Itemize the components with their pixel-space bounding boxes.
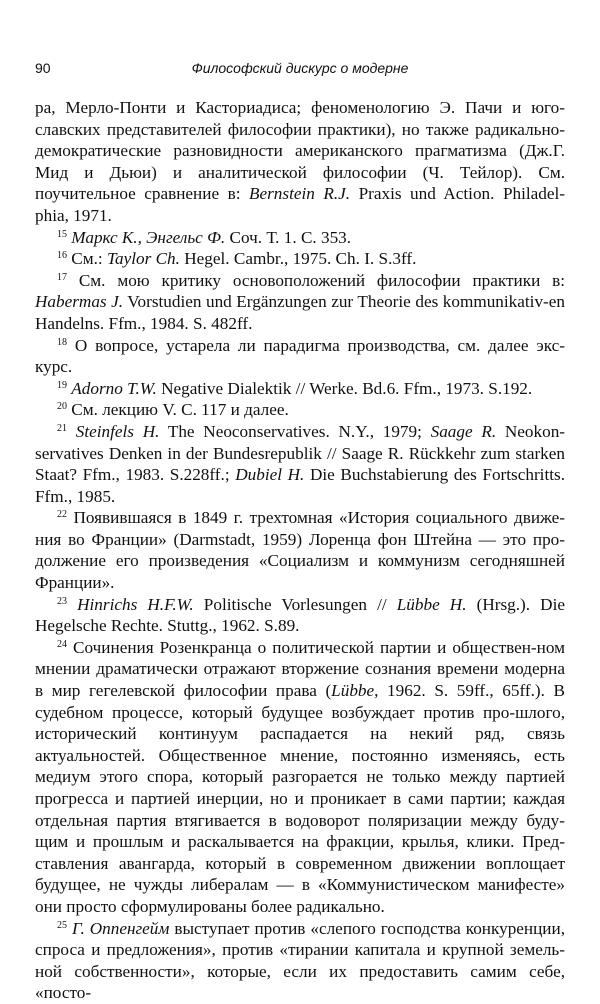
text-segment: Сочинения Розенкранца о политической партии и обществен-ном мнении драматически отражают вторжение сознания времени модерна в мир гегелевской философии права (: [35, 637, 565, 701]
author-name: Saage R.: [430, 421, 497, 441]
text-segment: О вопросе, устарела ли парадигма производства, см. далее экс-курс.: [35, 335, 565, 377]
footnote-20: [35, 399, 565, 421]
text-segment: Появившаяся в 1849 г. трехтомная «История социального движе-ния во Франции» (Darmstadt, 1959) Лоренца фон Штейна — это про-должение его произведения «Социализм и коммунизм сегодняшней Франции».: [35, 508, 566, 593]
running-header: [35, 60, 565, 84]
author-name: Habermas J.: [35, 292, 124, 312]
continued-paragraph: [35, 97, 565, 227]
author-name: Lübbe: [331, 681, 375, 701]
text-segment: См. лекцию V. С. 117 и далее.: [71, 400, 289, 420]
text-segment: , 1962. S. 59ff., 65ff.). В судебном процессе, который будущее возбуждает против про-шлого, исторический континуум распадается на некий ряд, связь актуальностей. Общественное мнение, постоянно изменяясь, есть медиум этого спора, который разгорается не только между партией прогресса и партией инерции, но и проникает в сами партии; каждая отдельная партия втягивается в водоворот поляризации между буду-щим и прошлым и раскалывается на фракции, крылья, клики. Пред-ставления авангарда, который в современном движении воплощает будущее, не чужды либералам — в «Коммунистическом манифесте» они просто сформулированы более радикально.: [35, 681, 565, 916]
footnotes-text: [35, 97, 565, 1004]
text-segment: См. мою критику основоположений философии практики в:: [78, 270, 565, 290]
author-name: Lübbe H.: [396, 594, 467, 614]
footnote-22: [35, 507, 565, 593]
text-segment: The Neoconservatives. N.Y., 1979;: [159, 421, 431, 441]
footnote-16: [35, 248, 565, 270]
footnote-number: 24: [57, 638, 67, 650]
footnote-number: 21: [57, 422, 67, 434]
footnote-number: 23: [57, 595, 67, 607]
text-segment: См.:: [71, 249, 108, 269]
footnote-17: [35, 270, 565, 335]
text-segment: Praxis und Action. Philadel-phia, 1971.: [35, 184, 565, 225]
text-segment: ра, Мерло-Понти и Касториадиса; феноменологию Э. Пачи и юго-славских представителей философии практики), но также радикально-демократические разновидности американского прагматизма (Дж.Г. Мид и Дьюи) и аналитической философии (Ч. Тейлор). См. поучительное сравнение в:: [35, 98, 565, 204]
footnote-15: [35, 227, 565, 249]
footnote-number: 19: [57, 379, 67, 391]
author-name: Hinrichs H.F.W.: [77, 594, 194, 614]
author-name: Bernstein R.J.: [248, 184, 351, 204]
text-segment: Politische Vorlesungen //: [193, 594, 397, 614]
text-segment: Vorstudien und Ergänzungen zur Theorie des kommunikativ-en Handelns. Ffm., 1984. S. 482ff.: [35, 292, 565, 333]
footnote-number: 22: [57, 509, 67, 521]
footnote-25: [35, 918, 565, 1004]
text-segment: Соч. Т. 1. С. 353.: [225, 227, 352, 247]
footnote-number: 17: [57, 271, 67, 283]
footnote-21: [35, 421, 565, 507]
text-segment: (Hrsg.). Die Hegelsche Rechte. Stuttg., 1962. S.89.: [35, 594, 565, 636]
footnote-number: 18: [57, 336, 67, 348]
text-segment: Neokon-servatives Denken in der Bundesrepublik // Saage R. Rückkehr zum starken Staat? Ffm., 1983. S.228ff.;: [35, 421, 566, 485]
footnote-number: 25: [57, 919, 67, 931]
footnote-23: [35, 594, 565, 637]
footnote-19: [35, 378, 565, 400]
text-segment: Hegel. Cambr., 1975. Ch. I. S.3ff.: [179, 249, 417, 269]
footnote-number: 15: [57, 228, 67, 240]
author-name: Taylor Ch.: [107, 249, 180, 269]
footnote-18: [35, 335, 565, 378]
author-name: Маркс К., Энгельс Ф.: [71, 227, 226, 247]
text-segment: Negative Dialektik // Werke. Bd.6. Ffm., 1973. S.192.: [156, 378, 533, 398]
running-title: Философский дискурс о модерне: [191, 60, 409, 76]
footnote-number: 20: [57, 401, 67, 413]
text-segment: выступает против «слепого господства конкуренции, спроса и предложения», против «тирании капитала и крупной земель-ной собственности», которые, если их предоставить самим себе, «посто-: [35, 918, 566, 1003]
author-name: Dubiel H.: [235, 465, 305, 485]
author-name: Adorno T.W.: [71, 378, 157, 398]
footnote-24: [35, 637, 565, 918]
text-segment: Die Buchstabierung des Fortschritts. Ffm., 1985.: [35, 465, 565, 506]
page-number: 90: [35, 60, 51, 76]
author-name: Steinfels H.: [75, 421, 160, 441]
footnote-number: 16: [57, 250, 67, 262]
author-name: Г. Оппенгейм: [71, 918, 170, 938]
